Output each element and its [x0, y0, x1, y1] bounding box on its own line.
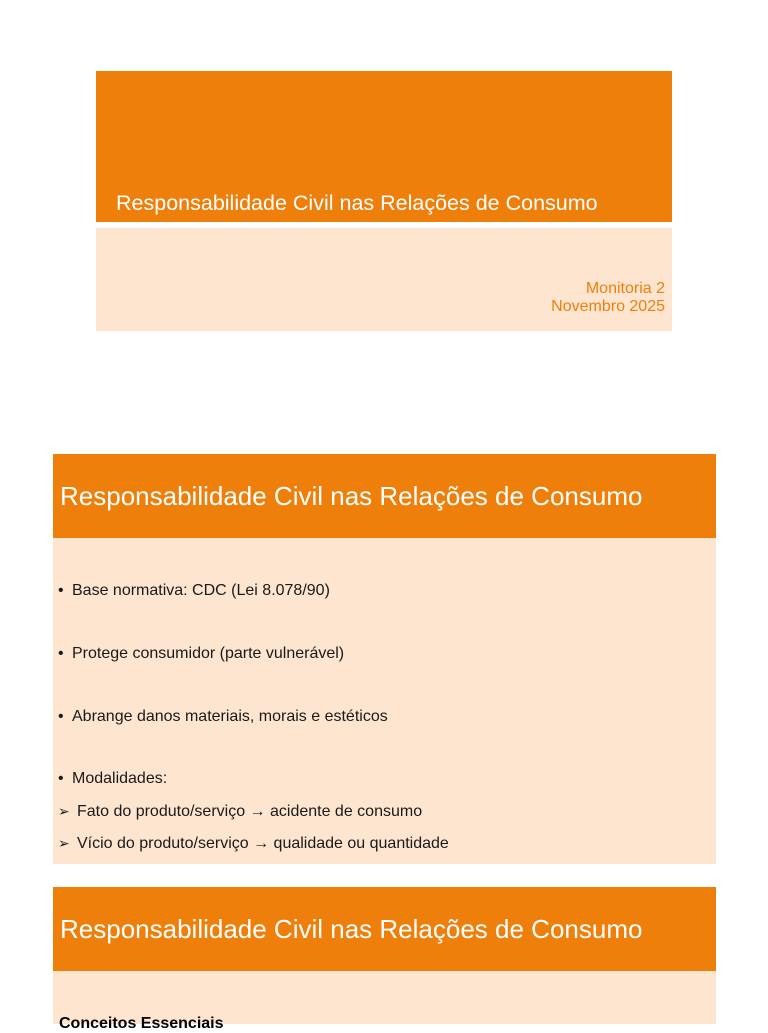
subtitle-monitoria: Monitoria 2	[585, 280, 665, 297]
slide3-section-title: Conceitos Essenciais	[59, 1015, 224, 1032]
title-slide-title: Responsabilidade Civil nas Relações de Consumo	[116, 191, 598, 215]
bullet-base-normativa: • Base normativa: CDC (Lei 8.078/90)	[58, 582, 330, 599]
slide3-heading: Responsabilidade Civil nas Relações de Consumo	[60, 914, 643, 944]
sub-item-vicio: ➢ Vício do produto/serviço → qualidade ou quantidade	[58, 835, 449, 852]
title-slide-banner	[96, 71, 672, 222]
subtitle-date: Novembro 2025	[551, 298, 665, 315]
bullet-protege: • Protege consumidor (parte vulnerável)	[58, 645, 345, 662]
bullet-dot: •	[58, 645, 64, 662]
subtitle-text	[551, 280, 665, 316]
slide3-header	[53, 887, 716, 971]
slide2-heading: Responsabilidade Civil nas Relações de Consumo	[60, 481, 643, 511]
bullet-dot: •	[58, 708, 64, 725]
bullet-dot: •	[58, 770, 64, 787]
bullet-modalidades: • Modalidades:	[58, 770, 168, 787]
bullet-dot: •	[58, 582, 64, 599]
arrow-bullet-icon: ➢	[58, 803, 70, 819]
slide2-header	[53, 454, 716, 538]
slide3-body	[53, 971, 716, 1032]
title-slide-subtitle-area	[96, 228, 672, 331]
slide2-body	[53, 538, 716, 864]
sub-item-fato: ➢ Fato do produto/serviço → acidente de consumo	[58, 803, 423, 820]
arrow-bullet-icon: ➢	[58, 835, 70, 851]
bullet-abrange: • Abrange danos materiais, morais e estéticos	[58, 708, 388, 725]
